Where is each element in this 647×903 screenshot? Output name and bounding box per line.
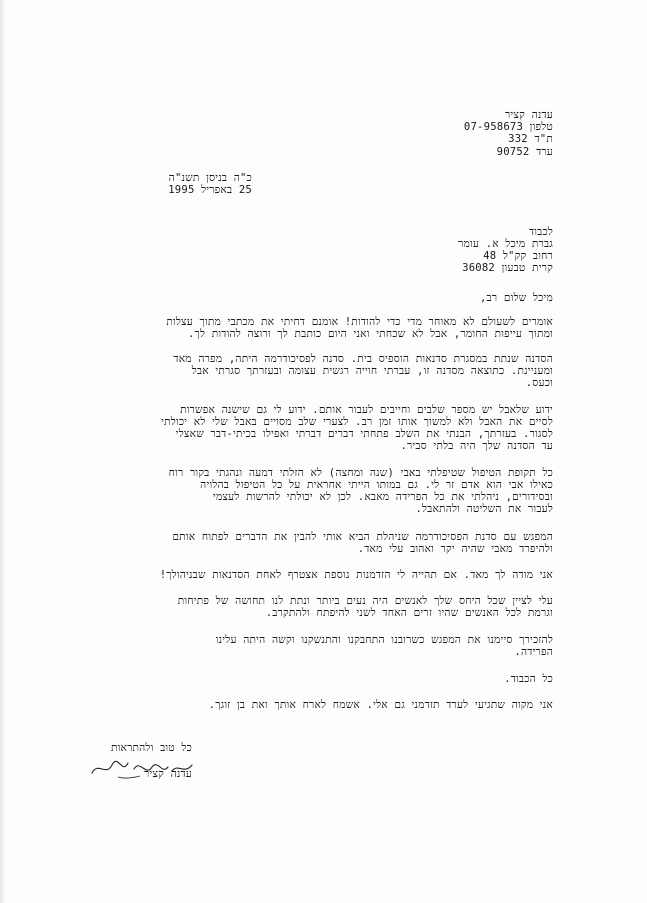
paragraph-line: אני מקוה שתגיעי לערד תזדמני גם אלי. אשמח לארח אותך ואת בן זוגך. bbox=[208, 699, 553, 711]
greeting: מיכל שלום רב, bbox=[479, 292, 553, 304]
paragraph-4 bbox=[169, 467, 553, 515]
paragraph-line: אני מודה לך מאד. אם תהייה לי הזדמנות נוספת אצטרף לאחת הסדנאות שבניהולך! bbox=[159, 569, 553, 581]
sender-pobox: ת"ד 332 bbox=[508, 133, 553, 145]
paragraph-line: להזכירך סיימנו את המפגש כשרובנו התחבקנו והתנשקנו וקשה היתה עלינו bbox=[215, 634, 553, 646]
paragraph-line: ולהיפרד מאבי שהיה יקר ואהוב עלי מאד. bbox=[357, 543, 553, 555]
paragraph-9 bbox=[504, 673, 553, 685]
paragraph-3 bbox=[161, 404, 553, 452]
paragraph-line: לעבור את השליטה ולהתאבל. bbox=[415, 503, 553, 515]
scan-edge-shadow bbox=[0, 0, 6, 903]
paragraph-8 bbox=[216, 634, 553, 658]
paragraph-line: הפרידה. bbox=[514, 646, 553, 658]
paragraph-line: כאילו אבי הוא אדם זר לי. גם במותו הייתי אחראית על כל הטיפול בהלויה bbox=[200, 479, 553, 491]
paragraph-6 bbox=[160, 569, 553, 581]
paragraph-2 bbox=[173, 353, 553, 389]
paragraph-line: כל הכבוד. bbox=[504, 673, 553, 685]
recipient-name: גברת מיכל א. עומר bbox=[458, 238, 553, 250]
paragraph-line: ידוע שלאבל יש מספר שלבים וחייבים לעבור אותם. ידוע לי גם שישנה אפשרות bbox=[180, 404, 553, 416]
sender-phone: טלפון 07-958673 bbox=[463, 121, 553, 133]
signature-name: עדנה קציר bbox=[143, 768, 192, 780]
date-hebrew: כ"ה בניסן תשנ"ה bbox=[168, 172, 252, 184]
paragraph-line: עד הסדנה שלך היה בלתי סביר. bbox=[400, 440, 553, 452]
sender-name: עדנה קציר bbox=[504, 109, 553, 121]
paragraph-line: ומעניינת. כתוצאה מסדנה זו, עברתי חוייה רגשית עצומה ובעזרתך סגרתי אבל bbox=[191, 365, 553, 377]
paragraph-1 bbox=[166, 316, 553, 340]
paragraph-line: עלי לציין שכל היחס שלך לאנשים היה נעים ביותר ונתת לנו תחושה של פתיחות bbox=[177, 595, 553, 607]
date-gregorian: 25 באפריל 1995 bbox=[168, 184, 252, 196]
paragraph-line: וגרמת לכל האנשים שהיו זרים האחד לשני להיפתח ולהתקרב. bbox=[265, 607, 553, 619]
paragraph-10 bbox=[209, 699, 553, 711]
paragraph-line: ומתוך עייפות החומר, אבל לא שכחתי ואני היום כותבת לך ורוצה להודות לך. bbox=[187, 328, 553, 340]
paragraph-line: לסגור. בעזרתך, הבנתי את השלב פתחתי דברים דברתי ואפילו בכיתי-דבר שאצלי bbox=[175, 428, 553, 440]
paragraph-line: הסדנה שנתת במסגרת סדנאות הוספיס בית. סדנה לפסיכודרמה היתה, מפרה מאד bbox=[173, 353, 553, 365]
paragraph-line: המפגש עם סדנת הפסיכודרמה שניהלת הביא אותי להבין את הדברים לפתוח אותם bbox=[172, 531, 553, 543]
paragraph-line: לסיים את האבל ולא למשוך אותו זמן רב. לצערי שלב מסויים באבל שלי לא יכולתי bbox=[161, 416, 553, 428]
paragraph-5 bbox=[172, 531, 553, 555]
paragraph-line: וכעס. bbox=[525, 377, 553, 389]
paragraph-line: אומרים לשעולם לא מאוחר מדי כדי להודות! אומנם דחיתי את מכתבי מתוך עצלות bbox=[166, 316, 553, 328]
recipient-city: קרית טבעון 36082 bbox=[462, 262, 553, 274]
paragraph-line: ובסידורים, ניהלתי את כל הפרידה מאבא. לכן לא יכולתי להרשות לעצמי bbox=[212, 491, 553, 503]
closing-line: כל טוב ולהתראות bbox=[110, 742, 192, 754]
recipient-salutation: לכבוד bbox=[528, 226, 553, 238]
recipient-street: רחוב קק"ל 48 bbox=[483, 250, 553, 262]
sender-city: ערד 90752 bbox=[496, 146, 553, 158]
paragraph-line: כל תקופת הטיפול שטיפלתי באבי (שנה ומחצה) לא הזלתי דמעה ונהגתי בקור רוח bbox=[168, 467, 553, 479]
paragraph-7 bbox=[178, 595, 553, 619]
